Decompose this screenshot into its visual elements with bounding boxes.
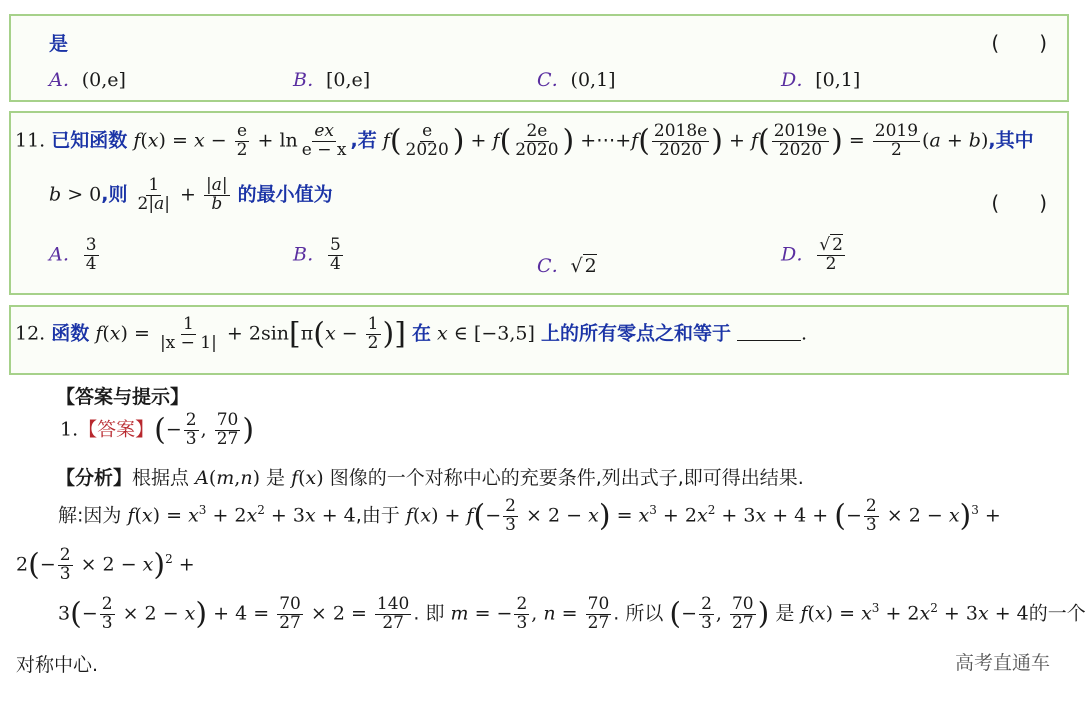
solution-line-1: 解:因为 $f(x) = x^3 + 2x^2 + 3x + 4$,由于 f(x) + f(− $\frac{2}{3}$ × $2 - x) = x^3 + 2x^2 + 3x + 4$ + (− $\frac{2}{3}$ × 2 − x)$^3$ + <box>58 496 1001 535</box>
q11-option-c: C．√ 2 <box>537 255 597 277</box>
q12-answer-blank <box>737 340 801 341</box>
q11-frac-2e-2020: $\frac{2e}{2020}$ <box>515 121 559 160</box>
q10-option-b-text: [0,e] <box>325 69 371 91</box>
question-10-box <box>9 14 1069 102</box>
q11-answer-paren: ( ) <box>991 191 1047 215</box>
q10-option-c <box>537 65 616 92</box>
q12-text-1: 函数 <box>51 322 90 345</box>
q11-line-2: b > 0,则 $\frac{1}{2|a|}$ + $\frac{|a|}{b}$ 的最小值为 <box>49 175 333 214</box>
analysis-tag: 【分析】 <box>56 467 133 489</box>
q10-option-d-text: [0,1] <box>815 69 861 91</box>
q11-frac-1-2a: $\frac{1}{2|a|}$ <box>137 175 170 214</box>
solution-last-line: 对称中心. <box>16 654 99 676</box>
q11-number: 11. <box>15 129 46 152</box>
question-11-box <box>9 111 1069 295</box>
q10-option-c-text: (0,1] <box>570 69 616 91</box>
answer-1-line: 1.【答案】(− $\frac{2}{3}$ , $\frac{70}{27}$ ) <box>60 410 255 449</box>
q11-option-a: A． $\frac{3}{4}$ <box>49 235 97 274</box>
q10-option-b <box>293 65 370 92</box>
q12-text-3: 上的所有零点之和等于 <box>540 322 731 345</box>
q11-text-3: ,其中 <box>988 129 1034 152</box>
question-12-box <box>9 305 1069 375</box>
q12-frac-half: $\frac{1}{2}$ <box>367 314 379 353</box>
q11-frac-a-b: $\frac{|a|}{b}$ <box>205 175 228 214</box>
q11-frac-ex: $\frac{ex}{e - x}$ <box>301 121 347 160</box>
watermark: 高考直通车 <box>954 652 1050 674</box>
answer-heading: 【答案与提示】 <box>56 386 190 408</box>
q10-option-b-label: B． <box>293 69 326 91</box>
q10-option-a-label: A． <box>49 69 82 91</box>
q11-text-5: 的最小值为 <box>237 183 333 206</box>
q11-frac-2019e-2020: $\frac{2019e}{2020}$ <box>773 121 828 160</box>
q11-line-1: 11. 已知函数 f(x) = x − $\frac{e}{2}$ + ln $\frac{ex}{e - x}$ ,若 f( $\frac{e}{2020}$ ) + f( $\frac{2e}{2020}$ ) +⋯+f( $\frac{2018e}{2020}$ ) + f( $\frac{2019e}{2020}$ ) = $\frac{2019}{2}$ (a + b),其中 <box>15 121 1034 160</box>
solution-line-2: 2(− $\frac{2}{3}$ × 2 − x)$^2$ + <box>16 545 195 584</box>
q11-frac-2019-2: $\frac{2019}{2}$ <box>874 121 919 160</box>
q11-frac-e-2020: $\frac{e}{2020}$ <box>405 121 449 160</box>
q10-option-d-label: D． <box>781 69 816 91</box>
solution-line-3: 3(− $\frac{2}{3}$ × 2 − x) + 4 = $\frac{70}{27}$ × 2 = $\frac{140}{27}$ . 即 m = − $\frac{2}{3}$ , n = $\frac{70}{27}$ . 所以 (− $\frac{2}{3}$ , $\frac{70}{27}$ ) 是 $f(x) = x^3 + 2x^2 + 3x + 4$的一个 <box>58 594 1086 633</box>
q12-interval: [−3,5] <box>473 322 535 345</box>
q11-text-4: ,则 <box>101 183 128 206</box>
q11-text-1: 已知函数 <box>51 129 128 152</box>
q10-stem-tail: 是 <box>49 33 69 55</box>
q12-number: 12. <box>15 322 46 345</box>
analysis-line: 【分析】根据点 A(m,n) 是 f(x) 图像的一个对称中心的充要条件,列出式子,即可得出结果. <box>56 467 804 489</box>
q12-line: 12. 函数 f(x) = $\frac{1}{|x - 1|}$ + 2sin[π(x − $\frac{1}{2}$ )] 在 x ∈ [−3,5] 上的所有零点之和等于 . <box>15 314 807 353</box>
q10-option-d <box>781 65 860 92</box>
q12-text-2: 在 <box>411 322 431 345</box>
q10-option-c-label: C． <box>537 69 571 91</box>
q11-frac-e-over-2: $\frac{e}{2}$ <box>236 121 248 160</box>
q10-option-a <box>49 65 126 92</box>
q10-option-a-text: (0,e] <box>81 69 126 91</box>
q11-text-2: ,若 <box>350 129 377 152</box>
q11-frac-2018e-2020: $\frac{2018e}{2020}$ <box>653 121 708 160</box>
answer-1-number: 1. <box>60 418 79 441</box>
q11-option-d: D． $\frac{√ 2}{2}$ <box>781 235 843 274</box>
answer-tag: 【答案】 <box>78 418 155 441</box>
q12-frac-1-abs: $\frac{1}{|x - 1|}$ <box>159 314 217 353</box>
q10-answer-paren: ( ) <box>991 31 1047 55</box>
q11-option-b: B． $\frac{5}{4}$ <box>293 235 341 274</box>
